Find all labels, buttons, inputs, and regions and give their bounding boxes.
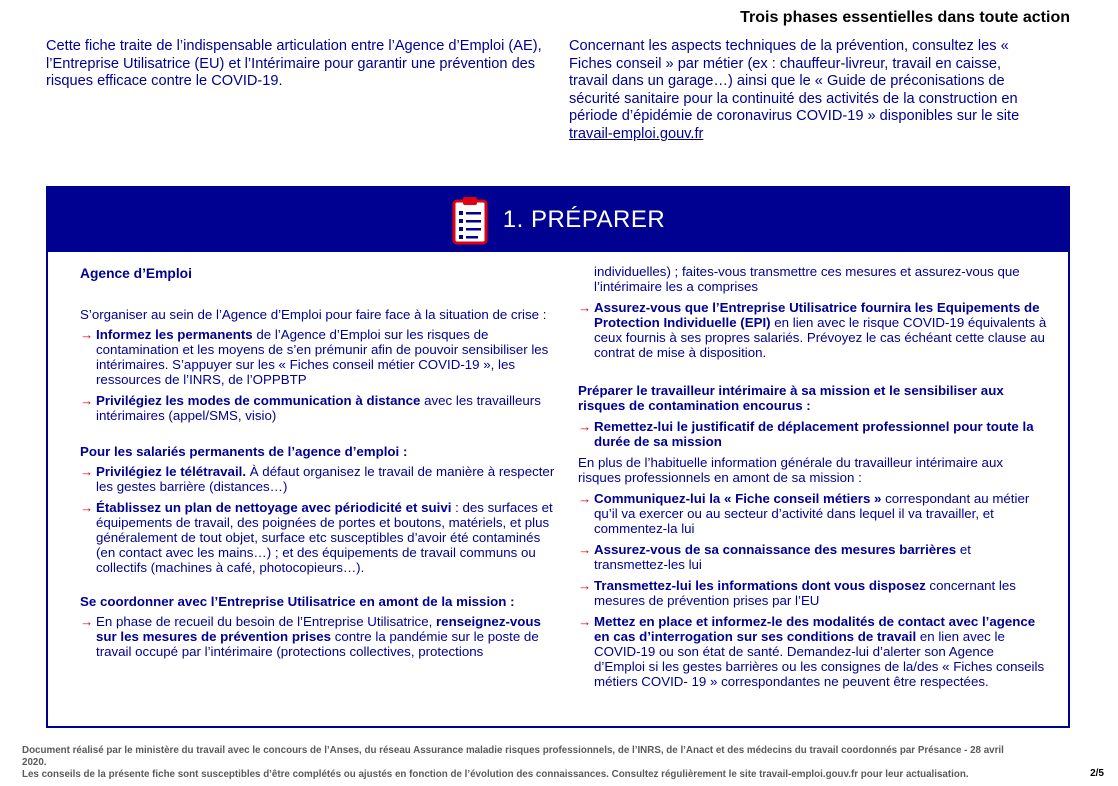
arrow-icon: → xyxy=(578,542,592,557)
arrow-icon: → xyxy=(80,393,94,408)
bullet-text: et transmettez-les lui xyxy=(594,542,971,572)
bullet-bold: Informez les permanents xyxy=(96,327,253,342)
arrow-icon: → xyxy=(578,419,592,434)
arrow-icon: → xyxy=(80,500,94,515)
bullet-bold: Privilégiez les modes de communication à distance xyxy=(96,393,421,408)
bullet-bold: renseignez-vous sur les mesures de prévention prises xyxy=(96,614,541,644)
bullet-informations xyxy=(578,578,1048,608)
left-column xyxy=(80,266,560,659)
organisation-intro: S’organiser au sein de l’Agence d’Emploi pour faire face à la situation de crise : xyxy=(80,307,547,322)
bullet-bold: Communiquez-lui la « Fiche conseil métiers » xyxy=(594,491,882,506)
bullet-text: : des surfaces et équipements de travail, des poignées de portes et boutons, matériels, et plus généralement de tout objet, surface etc susceptibles d’avoir été contaminés (en contact avec les mains…) ; et des équipements de travail communs ou collectifs (machines à café, photocopieurs…). xyxy=(96,500,553,575)
agence-emploi-heading: Agence d’Emploi xyxy=(80,266,192,281)
section-banner xyxy=(48,188,1068,252)
page-header-title: Trois phases essentielles dans toute action xyxy=(740,9,1070,26)
page-number: 2/5 xyxy=(1090,768,1104,779)
preparer-section xyxy=(46,186,1070,728)
continuation-text: individuelles) ; faites-vous transmettre ces mesures et assurez-vous que l’intérimaire les a comprises xyxy=(594,264,1020,294)
bullet-bold: Assurez-vous que l’Entreprise Utilisatrice fournira les Equipements de Protection Individuelle (EPI) xyxy=(594,300,1040,330)
bullet-communication xyxy=(80,393,560,423)
coordination-heading: Se coordonner avec l’Entreprise Utilisatrice en amont de la mission : xyxy=(80,594,515,609)
bullet-text: contre la pandémie sur le poste de travail occupé par l’intérimaire (protections collectives, protections xyxy=(96,629,539,659)
bullet-text: de l’Agence d’Emploi sur les risques de contamination et les moyens de s’en prémunir afin de pouvoir sensibiliser les intérimaires. S’appuyer sur les « Fiches conseil métier COVID-19 », les ressources de l’INRS, de l’OPPBTP xyxy=(96,327,549,387)
arrow-icon: → xyxy=(80,614,94,629)
intro-right-text xyxy=(569,38,1039,144)
clipboard-checklist-icon xyxy=(451,195,489,245)
arrow-icon: → xyxy=(578,578,592,593)
arrow-icon: → xyxy=(80,327,94,342)
travail-emploi-link[interactable]: travail-emploi.gouv.fr xyxy=(569,125,704,142)
information-intro: En plus de l’habituelle information générale du travailleur intérimaire aux risques professionnels en amont de sa mission : xyxy=(578,455,1004,485)
bullet-informez xyxy=(80,327,560,387)
bullet-text: En phase de recueil du besoin de l’Entreprise Utilisatrice, xyxy=(96,614,436,629)
permanents-heading: Pour les salariés permanents de l’agence d’emploi : xyxy=(80,444,408,459)
footer-line-1: Document réalisé par le ministère du travail avec le concours de l’Anses, du réseau Assurance maladie risques professionnels, de l’INRS, de l’Anact et des médecins du travail coordonnés par Présance - 28 avril 2020. xyxy=(22,745,1004,768)
bullet-mesures-barrieres xyxy=(578,542,1048,572)
bullet-fiche-conseil xyxy=(578,491,1048,536)
arrow-icon: → xyxy=(578,491,592,506)
arrow-icon: → xyxy=(578,300,592,315)
bullet-bold: Assurez-vous de sa connaissance des mesures barrières xyxy=(594,542,957,557)
bullet-text: en lien avec le COVID-19 ou son état de santé. Demandez-lui d’alerter son Agence d’Emploi si les gestes barrières ou les consignes de la/des « Fiches conseils métiers COVID- 19 » correspondantes ne peuvent être respectées. xyxy=(594,629,1045,689)
footer-line-2: Les conseils de la présente fiche sont susceptibles d’être complétés ou ajustés en fonction de l’évolution des connaissances. Consultez régulièrement le site travail-emploi.gouv.fr pour leur actualisation. xyxy=(22,769,969,780)
footer-notes xyxy=(22,745,1022,781)
bullet-text: avec les travailleurs intérimaires (appel/SMS, visio) xyxy=(96,393,541,423)
preparer-travailleur-heading: Préparer le travailleur intérimaire à sa mission et le sensibiliser aux risques de contamination encourus : xyxy=(578,383,1004,413)
bullet-recueil xyxy=(80,614,560,659)
bullet-contact xyxy=(578,614,1048,689)
bullet-teletravail xyxy=(80,464,560,494)
bullet-text: correspondant au métier qu’il va exercer ou au secteur d’activité dans lequel il va travailler, et commentez-la lui xyxy=(594,491,1030,536)
intro-right-body: Concernant les aspects techniques de la prévention, consultez les « Fiches conseil » par métier (ex : chauffeur-livreur, travail en caisse, travail dans un garage…) ainsi que le « Guide de préconisations de sécurité sanitaire pour la continuité des activités de la construction en période d’épidémie de coronavirus COVID-19 » disponibles sur le site xyxy=(569,38,1020,125)
bullet-bold: Remettez-lui le justificatif de déplacement professionnel pour toute la durée de sa mission xyxy=(594,419,1034,449)
bullet-text: concernant les mesures de prévention prises par l’EU xyxy=(594,578,1016,608)
arrow-icon: → xyxy=(80,464,94,479)
section-title: 1. PRÉPARER xyxy=(502,206,666,233)
bullet-bold: Transmettez-lui les informations dont vous disposez xyxy=(594,578,926,593)
bullet-epi xyxy=(578,300,1048,360)
intro-left-text: Cette fiche traite de l’indispensable articulation entre l’Agence d’Emploi (AE), l’Entreprise Utilisatrice (EU) et l’Intérimaire pour garantir une prévention des risques efficace contre le COVID-19. xyxy=(46,38,542,90)
bullet-bold: Privilégiez le télétravail. xyxy=(96,464,247,479)
bullet-bold: Mettez en place et informez-le des modalités de contact avec l’agence en cas d’interrogation sur ses conditions de travail xyxy=(594,614,1036,644)
arrow-icon: → xyxy=(578,614,592,629)
bullet-bold: Établissez un plan de nettoyage avec périodicité et suivi xyxy=(96,500,452,515)
bullet-text: en lien avec le risque COVID-19 équivalents à ceux fournis à ses propres salariés. Prévoyez le cas échéant cette clause au contrat de mise à disposition. xyxy=(594,315,1047,360)
bullet-text: À défaut organisez le travail de manière à respecter les gestes barrière (distances…) xyxy=(96,464,555,494)
bullet-nettoyage xyxy=(80,500,560,575)
bullet-justificatif xyxy=(578,419,1048,449)
right-column xyxy=(578,264,1048,689)
